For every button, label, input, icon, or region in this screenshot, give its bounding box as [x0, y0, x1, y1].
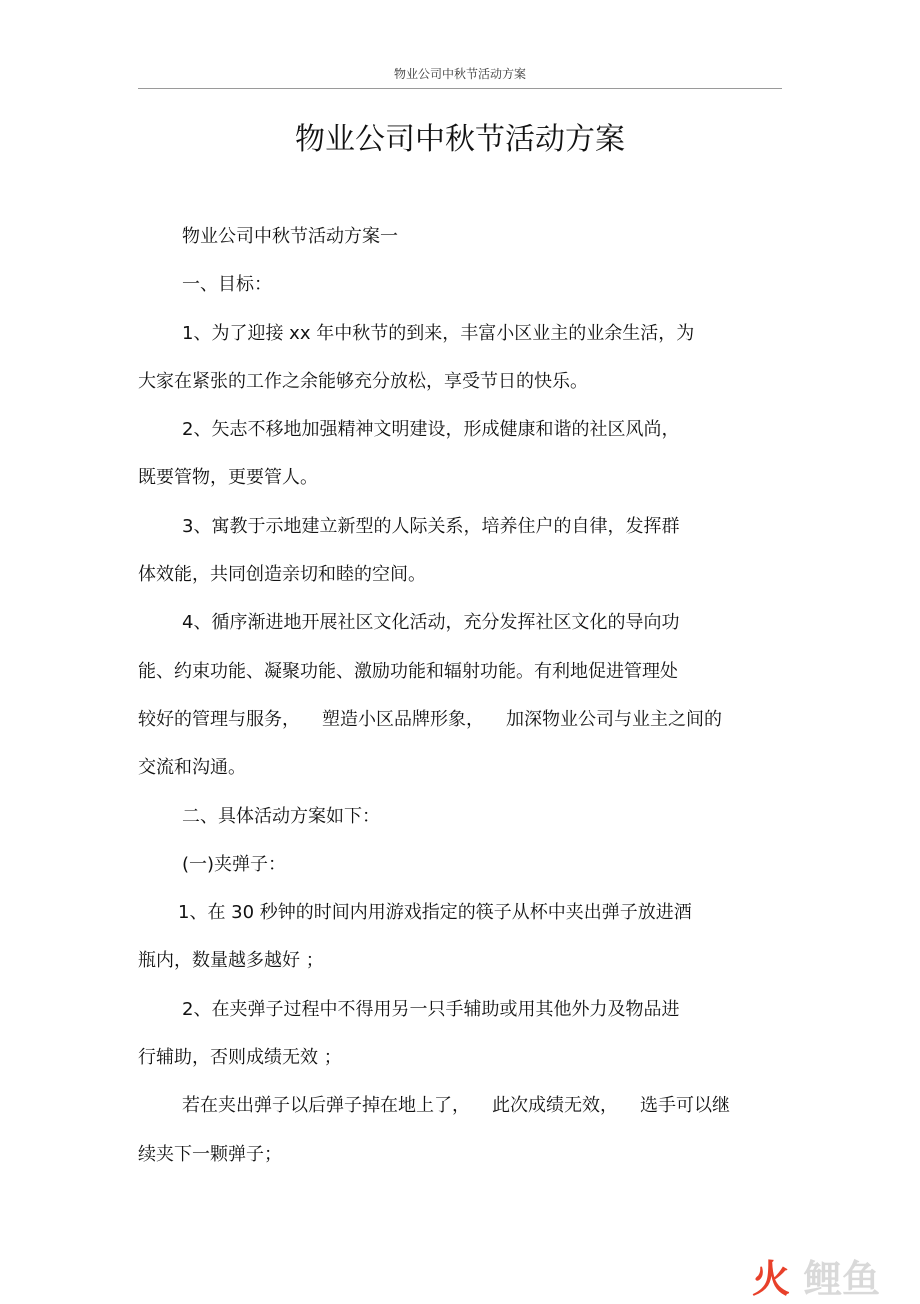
paragraph-line: 续夹下一颗弹子； [138, 1143, 282, 1165]
paragraph-line [138, 1082, 788, 1130]
text-segment: 塑造小区品牌形象， [322, 708, 484, 730]
paragraph-line: 2、在夹弹子过程中不得用另一只手辅助或用其他外力及物品进 [182, 998, 680, 1020]
text-segment: 加深物业公司与业主之间的 [506, 708, 722, 730]
paragraph-line: 交流和沟通。 [138, 757, 246, 779]
text-segment: 选手可以继 [640, 1095, 730, 1117]
subsection-heading: 一、目标： [182, 274, 272, 296]
paragraph-line: 1、为了迎接 xx 年中秋节的到来，丰富小区业主的业余生活，为 [182, 322, 695, 344]
paragraph-line: 行辅助，否则成绩无效 ； [138, 1047, 342, 1069]
paragraph-line: 3、寓教于示地建立新型的人际关系，培养住户的自律，发挥群 [182, 515, 680, 537]
watermark-logo [752, 1254, 912, 1300]
paragraph-line: 4、循序渐进地开展社区文化活动，充分发挥社区文化的导向功 [182, 612, 680, 634]
header-divider [138, 88, 782, 89]
paragraph-line: 既要管物，更要管人。 [138, 467, 318, 489]
paragraph-line [138, 696, 788, 744]
subsection-heading: (一)夹弹子： [182, 853, 287, 875]
paragraph-line: 能、约束功能、凝聚功能、激励功能和辐射功能。有利地促进管理处 [138, 660, 678, 682]
paragraph-line: 体效能，共同创造亲切和睦的空间。 [138, 564, 426, 586]
subsection-heading: 二、具体活动方案如下： [182, 805, 380, 827]
watermark-logo-graphic [752, 1254, 912, 1300]
paragraph-line: 2、矢志不移地加强精神文明建设，形成健康和谐的社区风尚， [182, 419, 680, 441]
watermark-carp-glyphs: 鲤鱼 [804, 1257, 881, 1300]
text-segment: 较好的管理与服务， [138, 708, 300, 730]
running-header: 物业公司中秋节活动方案 [393, 67, 526, 81]
text-segment: 若在夹出弹子以后弹子掉在地上了， [182, 1095, 470, 1117]
watermark-fire-glyph: 火 [752, 1257, 791, 1300]
document-title: 物业公司中秋节活动方案 [295, 122, 625, 157]
paragraph-line: 大家在紧张的工作之余能够充分放松，享受节日的快乐。 [138, 370, 588, 392]
paragraph-line: 瓶内，数量越多越好 ； [138, 950, 324, 972]
section-heading: 物业公司中秋节活动方案一 [182, 226, 398, 247]
paragraph-line: 1、在 30 秒钟的时间内用游戏指定的筷子从杯中夹出弹子放进酒 [178, 902, 692, 924]
text-segment: 此次成绩无效， [492, 1095, 618, 1117]
document-body [138, 213, 788, 1179]
